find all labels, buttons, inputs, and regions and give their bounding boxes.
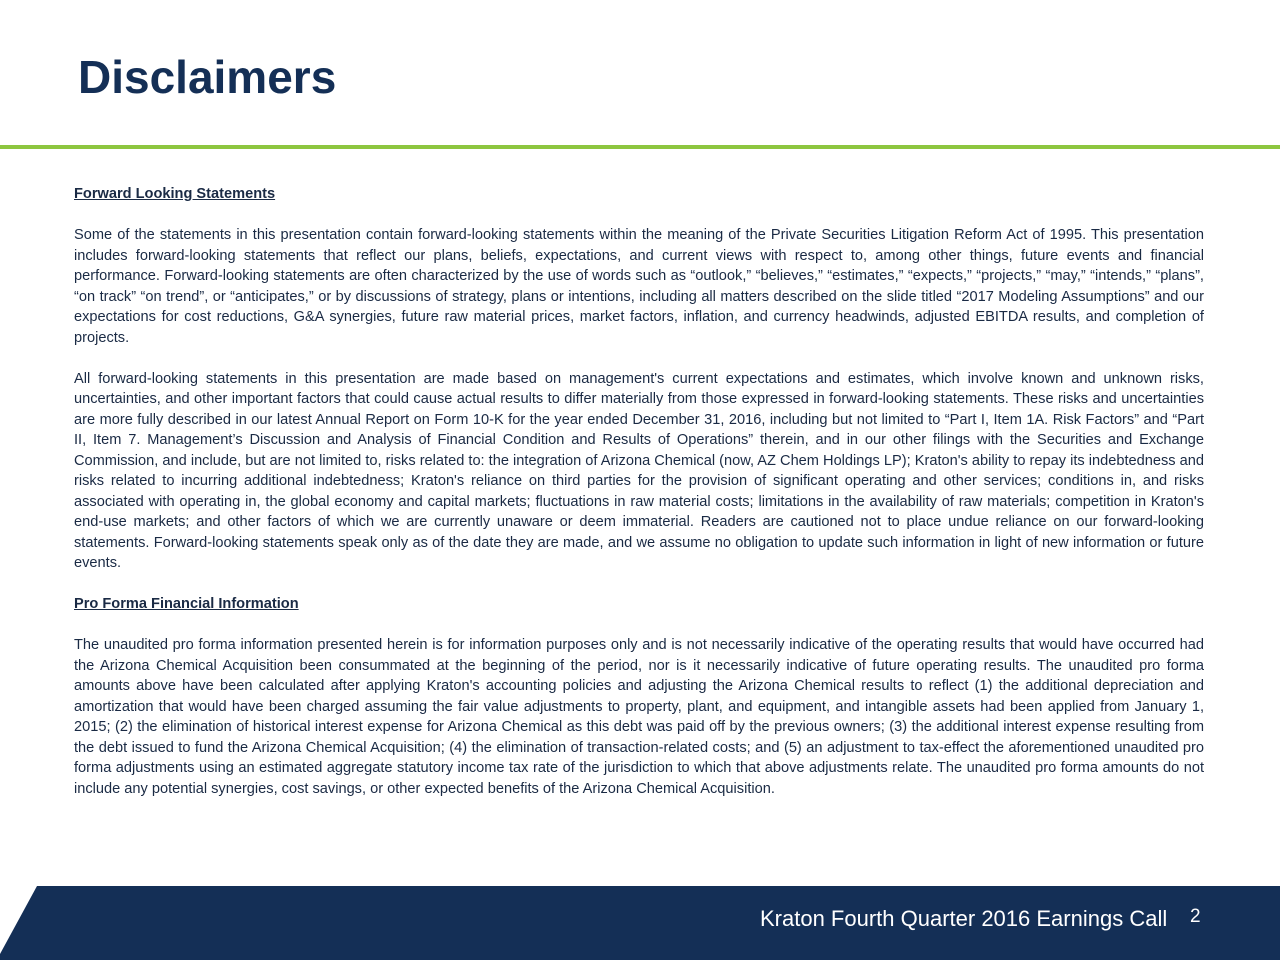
footer-title: Kraton Fourth Quarter 2016 Earnings Call (760, 906, 1168, 931)
title-divider (0, 145, 1280, 149)
slide-title: Disclaimers (78, 51, 337, 103)
forward-looking-paragraph-2: All forward-looking statements in this presentation are made based on management's current expectations and estimates, which involve known and unknown risks, uncertainties, and other important factors that could cause actual results to differ materially from those expressed in forward-looking statements. These risks and uncertainties are more fully described in our latest Annual Report on Form 10-K for the year ended December 31, 2016, including but not limited to “Part I, Item 1A. Risk Factors” and “Part II, Item 7. Management’s Discussion and Analysis of Financial Condition and Results of Operations” therein, and in our other filings with the Securities and Exchange Commission, and include, but are not limited to, risks related to: the integration of Arizona Chemical (now, AZ Chem Holdings LP); Kraton's ability to repay its indebtedness and risks related to incurring additional indebtedness; Kraton's reliance on third parties for the provision of significant operating and other services; conditions in, and risks associated with operating in, the global economy and capital markets; fluctuations in raw material costs; limitations in the availability of raw materials; competition in Kraton's end-use markets; and other factors of which we are currently unaware or deem immaterial. Readers are cautioned not to place undue reliance on our forward-looking statements. Forward-looking statements speak only as of the date they are made, and we assume no obligation to update such information in light of new information or future events. (74, 370, 1204, 571)
pro-forma-paragraph: The unaudited pro forma information presented herein is for information purposes only and is not necessarily indicative of the operating results that would have occurred had the Arizona Chemical Acquisition been consummated at the beginning of the period, nor is it necessarily indicative of future operating results. The unaudited pro forma amounts above have been calculated after applying Kraton's accounting policies and adjusting the Arizona Chemical results to reflect (1) the additional depreciation and amortization that would have been charged assuming the fair value adjustments to property, plant, and equipment, and intangible assets had been applied from January 1, 2015; (2) the elimination of historical interest expense for Arizona Chemical as this debt was paid off by the previous owners; (3) the additional interest expense resulting from the debt issued to fund the Arizona Chemical Acquisition; (4) the elimination of transaction-related costs; and (5) an adjustment to tax-effect the aforementioned unaudited pro forma adjustments using an estimated aggregate statutory income tax rate of the jurisdiction to which that above adjustments relate. The unaudited pro forma amounts do not include any potential synergies, cost savings, or other expected benefits of the Arizona Chemical Acquisition. (74, 637, 1204, 797)
section-heading-pro-forma: Pro Forma Financial Information (74, 596, 299, 612)
forward-looking-paragraph-1: Some of the statements in this presentation contain forward-looking statements within the meaning of the Private Securities Litigation Reform Act of 1995. This presentation includes forward-looking statements that reflect our plans, beliefs, expectations, and current views with respect to, among other things, future events and financial performance. Forward-looking statements are often characterized by the use of words such as “outlook,” “believes,” “estimates,” “expects,” “projects,” “may,” “intends,” “plans”, “on track” “on trend”, or “anticipates,” or by discussions of strategy, plans or intentions, including all matters described on the slide titled “2017 Modeling Assumptions” and our expectations for cost reductions, G&A synergies, future raw material prices, market factors, inflation, and currency headwinds, adjusted EBITDA results, and completion of projects. (74, 227, 1204, 346)
disclaimer-body (74, 184, 1204, 820)
section-heading-forward-looking: Forward Looking Statements (74, 186, 276, 202)
page-number: 2 (1190, 906, 1201, 927)
